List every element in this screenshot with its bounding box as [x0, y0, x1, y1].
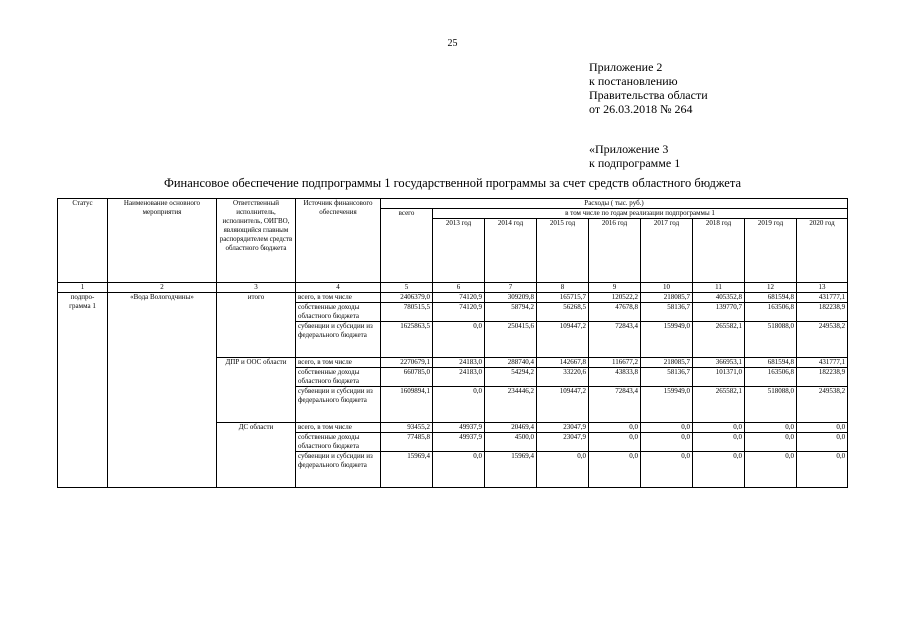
header-total: всего	[381, 209, 433, 283]
document-title: Финансовое обеспечение подпрограммы 1 государственной программы за счет средств областного бюджета	[163, 176, 742, 190]
value-cell: 1609894,1	[381, 387, 433, 423]
value-cell: 120522,2	[589, 293, 641, 303]
value-cell: 250415,6	[485, 322, 537, 358]
value-cell: 77485,8	[381, 433, 433, 452]
header-status: Статус	[58, 199, 108, 283]
value-cell: 0,0	[797, 423, 848, 433]
value-cell: 74120,9	[433, 303, 485, 322]
value-cell: 0,0	[693, 423, 745, 433]
value-cell: 265582,1	[693, 322, 745, 358]
header-responsible: Ответственный исполнитель, исполнитель, ОИГВО, являющийся главным распорядителем средств областного бюджета	[217, 199, 296, 283]
value-cell: 265582,1	[693, 387, 745, 423]
value-cell: 2406379,0	[381, 293, 433, 303]
financing-table	[57, 198, 848, 488]
value-cell: 74120,9	[433, 293, 485, 303]
header-year: 2014 год	[485, 219, 537, 283]
value-cell: 58136,7	[641, 368, 693, 387]
value-cell: 0,0	[693, 433, 745, 452]
column-number: 11	[693, 283, 745, 293]
value-cell: 234446,2	[485, 387, 537, 423]
value-cell: 139770,7	[693, 303, 745, 322]
value-cell: 518088,0	[745, 387, 797, 423]
value-cell: 431777,1	[797, 293, 848, 303]
value-cell: 33220,6	[537, 368, 589, 387]
column-number: 13	[797, 283, 848, 293]
column-number: 12	[745, 283, 797, 293]
column-number: 8	[537, 283, 589, 293]
value-cell: 182238,9	[797, 368, 848, 387]
header-source: Источник финансового обеспечения	[296, 199, 381, 283]
value-cell: 15969,4	[381, 452, 433, 488]
value-cell: 0,0	[641, 433, 693, 452]
event-name-cell: «Вода Вологодчины»	[108, 293, 217, 488]
appendix-block	[589, 60, 708, 170]
value-cell: 58136,7	[641, 303, 693, 322]
value-cell: 0,0	[745, 452, 797, 488]
value-cell: 72843,4	[589, 322, 641, 358]
value-cell: 0,0	[641, 452, 693, 488]
source-cell: всего, в том числе	[296, 293, 381, 303]
page-number: 25	[447, 38, 458, 49]
column-number: 2	[108, 283, 217, 293]
value-cell: 681594,8	[745, 358, 797, 368]
value-cell: 142667,8	[537, 358, 589, 368]
column-number: 1	[58, 283, 108, 293]
value-cell: 0,0	[589, 423, 641, 433]
value-cell: 0,0	[433, 387, 485, 423]
value-cell: 681594,8	[745, 293, 797, 303]
value-cell: 405352,8	[693, 293, 745, 303]
value-cell: 309209,8	[485, 293, 537, 303]
value-cell: 1625863,5	[381, 322, 433, 358]
responsible-cell: ДС области	[217, 423, 296, 488]
value-cell: 165715,7	[537, 293, 589, 303]
value-cell: 218085,7	[641, 293, 693, 303]
value-cell: 249538,2	[797, 322, 848, 358]
appendix-line: к постановлению	[589, 74, 678, 88]
source-cell: субвенции и субсидии из федерального бюджета	[296, 322, 381, 358]
value-cell: 49937,9	[433, 433, 485, 452]
header-year: 2017 год	[641, 219, 693, 283]
value-cell: 159949,0	[641, 387, 693, 423]
value-cell: 0,0	[433, 452, 485, 488]
appendix-line: от 26.03.2018 № 264	[589, 102, 693, 116]
value-cell: 93455,2	[381, 423, 433, 433]
value-cell: 109447,2	[537, 387, 589, 423]
value-cell: 49937,9	[433, 423, 485, 433]
value-cell: 660785,0	[381, 368, 433, 387]
value-cell: 249538,2	[797, 387, 848, 423]
value-cell: 0,0	[641, 423, 693, 433]
value-cell: 159949,0	[641, 322, 693, 358]
source-cell: собственные доходы областного бюджета	[296, 368, 381, 387]
value-cell: 0,0	[537, 452, 589, 488]
value-cell: 0,0	[433, 322, 485, 358]
header-year: 2015 год	[537, 219, 589, 283]
appendix-line: к подпрограмме 1	[589, 156, 681, 170]
value-cell: 218085,7	[641, 358, 693, 368]
table-row	[58, 293, 848, 303]
column-number: 6	[433, 283, 485, 293]
appendix-line: «Приложение 3	[589, 142, 669, 156]
header-year: 2013 год	[433, 219, 485, 283]
value-cell: 20469,4	[485, 423, 537, 433]
header-year: 2019 год	[745, 219, 797, 283]
value-cell: 0,0	[797, 452, 848, 488]
value-cell: 101371,0	[693, 368, 745, 387]
source-cell: собственные доходы областного бюджета	[296, 433, 381, 452]
header-year: 2016 год	[589, 219, 641, 283]
value-cell: 780515,5	[381, 303, 433, 322]
value-cell: 182238,9	[797, 303, 848, 322]
header-year: 2018 год	[693, 219, 745, 283]
column-number: 5	[381, 283, 433, 293]
column-number: 10	[641, 283, 693, 293]
value-cell: 54294,2	[485, 368, 537, 387]
header-event-name: Наименование основного мероприятия	[108, 199, 217, 283]
value-cell: 24183,0	[433, 368, 485, 387]
header-year: 2020 год	[797, 219, 848, 283]
value-cell: 163506,8	[745, 303, 797, 322]
responsible-cell: ДПР и ООС области	[217, 358, 296, 423]
source-cell: всего, в том числе	[296, 358, 381, 368]
appendix-line: Приложение 2	[589, 60, 663, 74]
value-cell: 2270679,1	[381, 358, 433, 368]
responsible-cell: итого	[217, 293, 296, 358]
value-cell: 0,0	[589, 433, 641, 452]
column-number: 9	[589, 283, 641, 293]
financing-table-wrapper	[57, 198, 848, 488]
value-cell: 47678,8	[589, 303, 641, 322]
value-cell: 116677,2	[589, 358, 641, 368]
value-cell: 518088,0	[745, 322, 797, 358]
status-cell: подпро-грамма 1	[58, 293, 108, 488]
value-cell: 4500,0	[485, 433, 537, 452]
value-cell: 0,0	[589, 452, 641, 488]
column-number: 3	[217, 283, 296, 293]
value-cell: 431777,1	[797, 358, 848, 368]
value-cell: 163506,8	[745, 368, 797, 387]
value-cell: 43833,8	[589, 368, 641, 387]
column-number: 7	[485, 283, 537, 293]
value-cell: 23047,9	[537, 423, 589, 433]
header-expenses: Расходы ( тыс. руб.)	[381, 199, 848, 209]
value-cell: 56268,5	[537, 303, 589, 322]
value-cell: 0,0	[745, 423, 797, 433]
value-cell: 15969,4	[485, 452, 537, 488]
value-cell: 72843,4	[589, 387, 641, 423]
header-by-years: в том числе по годам реализации подпрограммы 1	[433, 209, 848, 219]
value-cell: 0,0	[693, 452, 745, 488]
value-cell: 366953,1	[693, 358, 745, 368]
source-cell: всего, в том числе	[296, 423, 381, 433]
source-cell: собственные доходы областного бюджета	[296, 303, 381, 322]
value-cell: 288740,4	[485, 358, 537, 368]
value-cell: 23047,9	[537, 433, 589, 452]
source-cell: субвенции и субсидии из федерального бюджета	[296, 387, 381, 423]
column-number: 4	[296, 283, 381, 293]
appendix-line: Правительства области	[589, 88, 708, 102]
source-cell: субвенции и субсидии из федерального бюджета	[296, 452, 381, 488]
value-cell: 24183,0	[433, 358, 485, 368]
value-cell: 0,0	[745, 433, 797, 452]
value-cell: 109447,2	[537, 322, 589, 358]
value-cell: 0,0	[797, 433, 848, 452]
value-cell: 58794,2	[485, 303, 537, 322]
